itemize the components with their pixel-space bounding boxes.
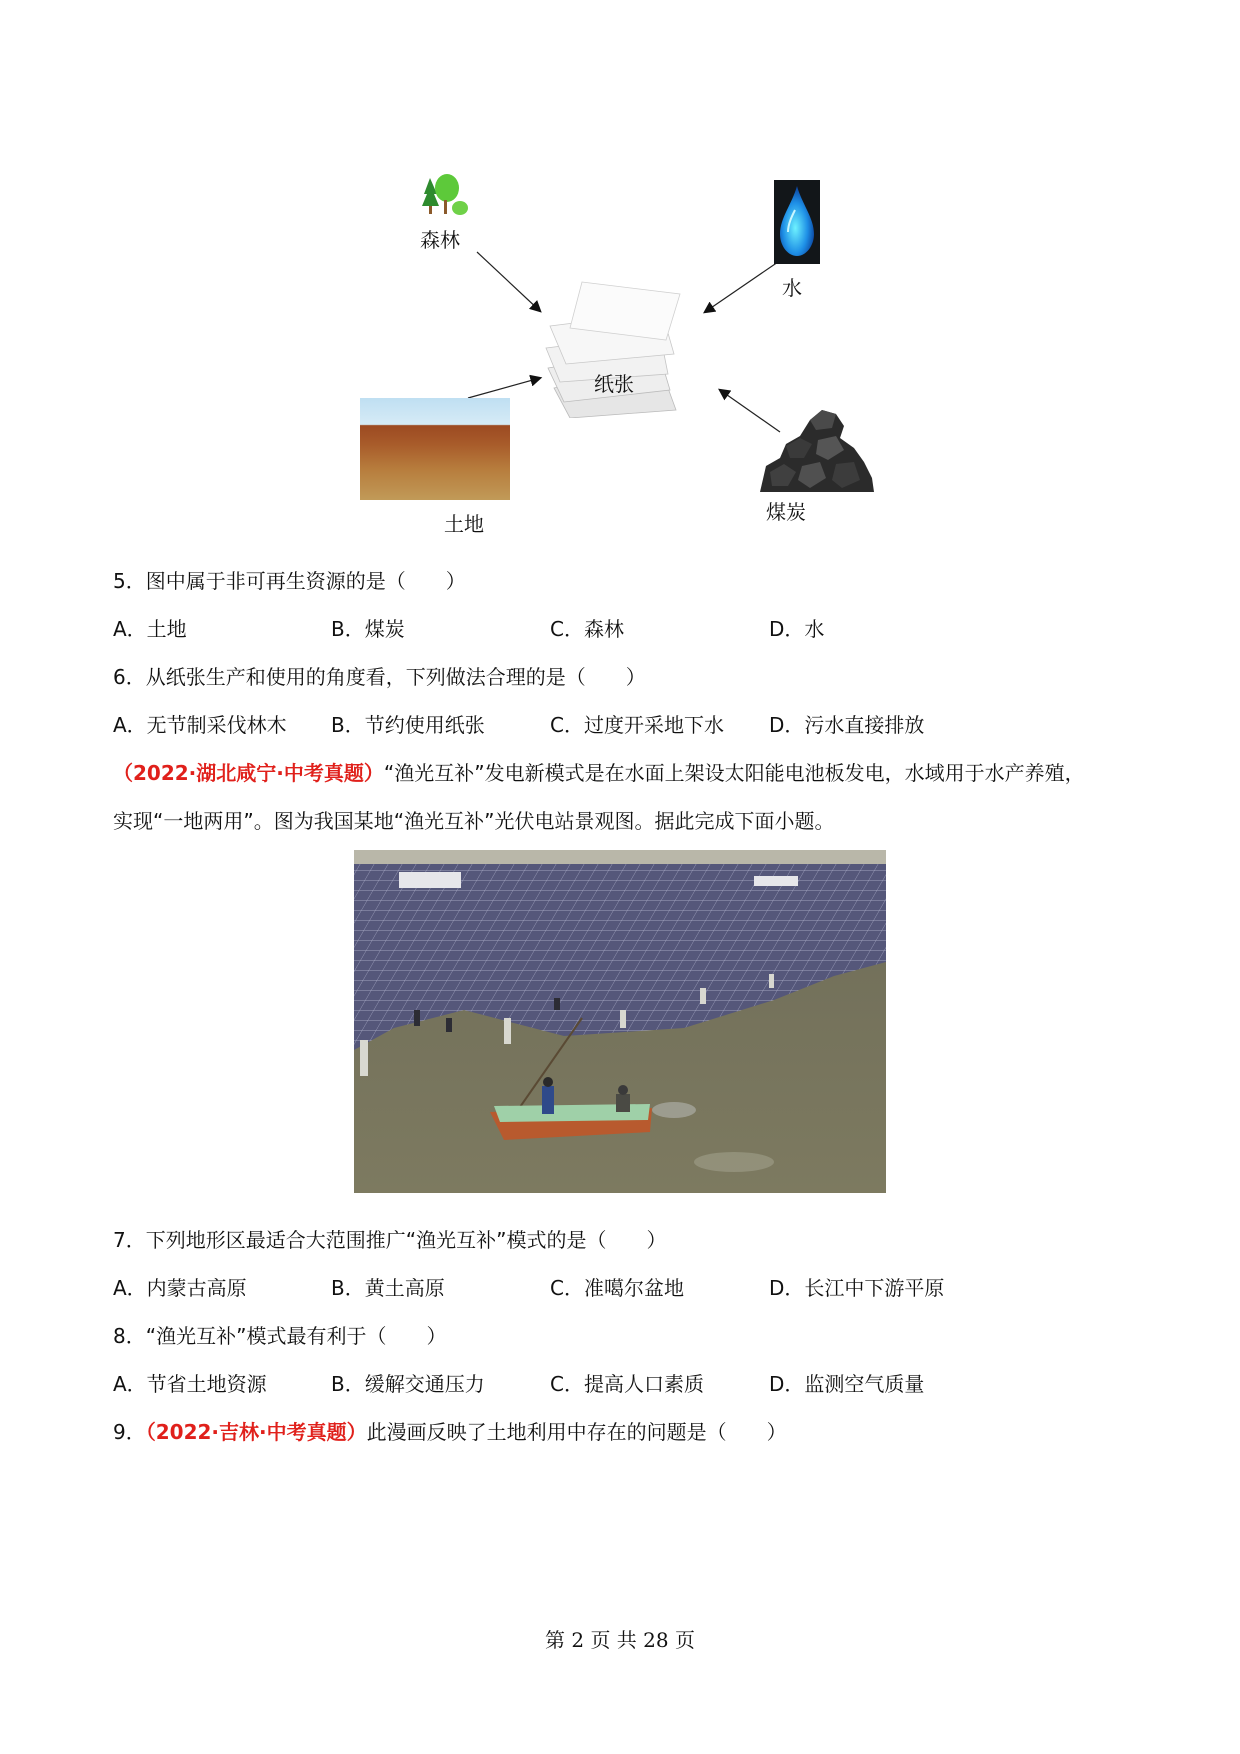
question-number: 5． xyxy=(113,569,146,593)
passage-line-2: 实现“一地两用”。图为我国某地“渔光互补”光伏电站景观图。据此完成下面小题。 xyxy=(113,809,835,833)
q5-option-d[interactable]: D．水 xyxy=(769,617,825,641)
water-drop-icon xyxy=(774,180,820,264)
question-9 xyxy=(113,1418,787,1446)
question-number: 8． xyxy=(113,1324,146,1348)
question-number: 9． xyxy=(113,1420,146,1444)
q8-option-b[interactable]: B．缓解交通压力 xyxy=(331,1372,485,1396)
tree-icon xyxy=(422,172,470,220)
question-7 xyxy=(113,1226,666,1254)
q8-option-a[interactable]: A．节省土地资源 xyxy=(113,1372,267,1396)
source-tag: （2022·湖北咸宁·中考真题） xyxy=(113,761,384,785)
q7-option-a[interactable]: A．内蒙古高原 xyxy=(113,1276,247,1300)
q6-option-c[interactable]: C．过度开采地下水 xyxy=(550,713,724,737)
label-water: 水 xyxy=(782,276,802,300)
question-stem: 此漫画反映了土地利用中存在的问题是（ ） xyxy=(366,1420,787,1444)
label-forest: 森林 xyxy=(420,228,460,252)
q5-option-b[interactable]: B．煤炭 xyxy=(331,617,405,641)
q7-option-c[interactable]: C．准噶尔盆地 xyxy=(550,1276,684,1300)
question-number: 7． xyxy=(113,1228,146,1252)
q7-option-b[interactable]: B．黄土高原 xyxy=(331,1276,445,1300)
q5-option-a[interactable]: A．土地 xyxy=(113,617,187,641)
question-stem: 图中属于非可再生资源的是（ ） xyxy=(145,569,466,593)
question-stem: 下列地形区最适合大范围推广“渔光互补”模式的是（ ） xyxy=(145,1228,667,1252)
label-paper: 纸张 xyxy=(594,372,634,396)
label-coal: 煤炭 xyxy=(766,500,806,524)
q8-option-c[interactable]: C．提高人口素质 xyxy=(550,1372,704,1396)
passage-text: “渔光互补”发电新模式是在水面上架设太阳能电池板发电，水域用于水产养殖， xyxy=(383,761,1085,785)
question-8 xyxy=(113,1322,446,1350)
q6-option-b[interactable]: B．节约使用纸张 xyxy=(331,713,485,737)
question-6 xyxy=(113,663,646,691)
source-tag: （2022·吉林·中考真题） xyxy=(145,1420,367,1444)
passage-line-1 xyxy=(113,759,1085,787)
resource-diagram xyxy=(360,160,900,540)
q8-option-d[interactable]: D．监测空气质量 xyxy=(769,1372,925,1396)
question-stem: “渔光互补”模式最有利于（ ） xyxy=(145,1324,447,1348)
question-5 xyxy=(113,567,466,595)
q6-option-d[interactable]: D．污水直接排放 xyxy=(769,713,925,737)
q5-option-c[interactable]: C．森林 xyxy=(550,617,624,641)
q7-option-d[interactable]: D．长江中下游平原 xyxy=(769,1276,945,1300)
question-stem: 从纸张生产和使用的角度看，下列做法合理的是（ ） xyxy=(145,665,646,689)
label-land: 土地 xyxy=(444,512,484,536)
coal-pile-icon xyxy=(756,400,876,494)
page-number-footer: 第 2 页 共 28 页 xyxy=(545,1628,695,1652)
question-number: 6． xyxy=(113,665,146,689)
q6-option-a[interactable]: A．无节制采伐林木 xyxy=(113,713,287,737)
paper-stack-icon xyxy=(542,278,692,418)
farmland-photo xyxy=(360,398,510,500)
solar-farm-photo xyxy=(354,850,886,1193)
